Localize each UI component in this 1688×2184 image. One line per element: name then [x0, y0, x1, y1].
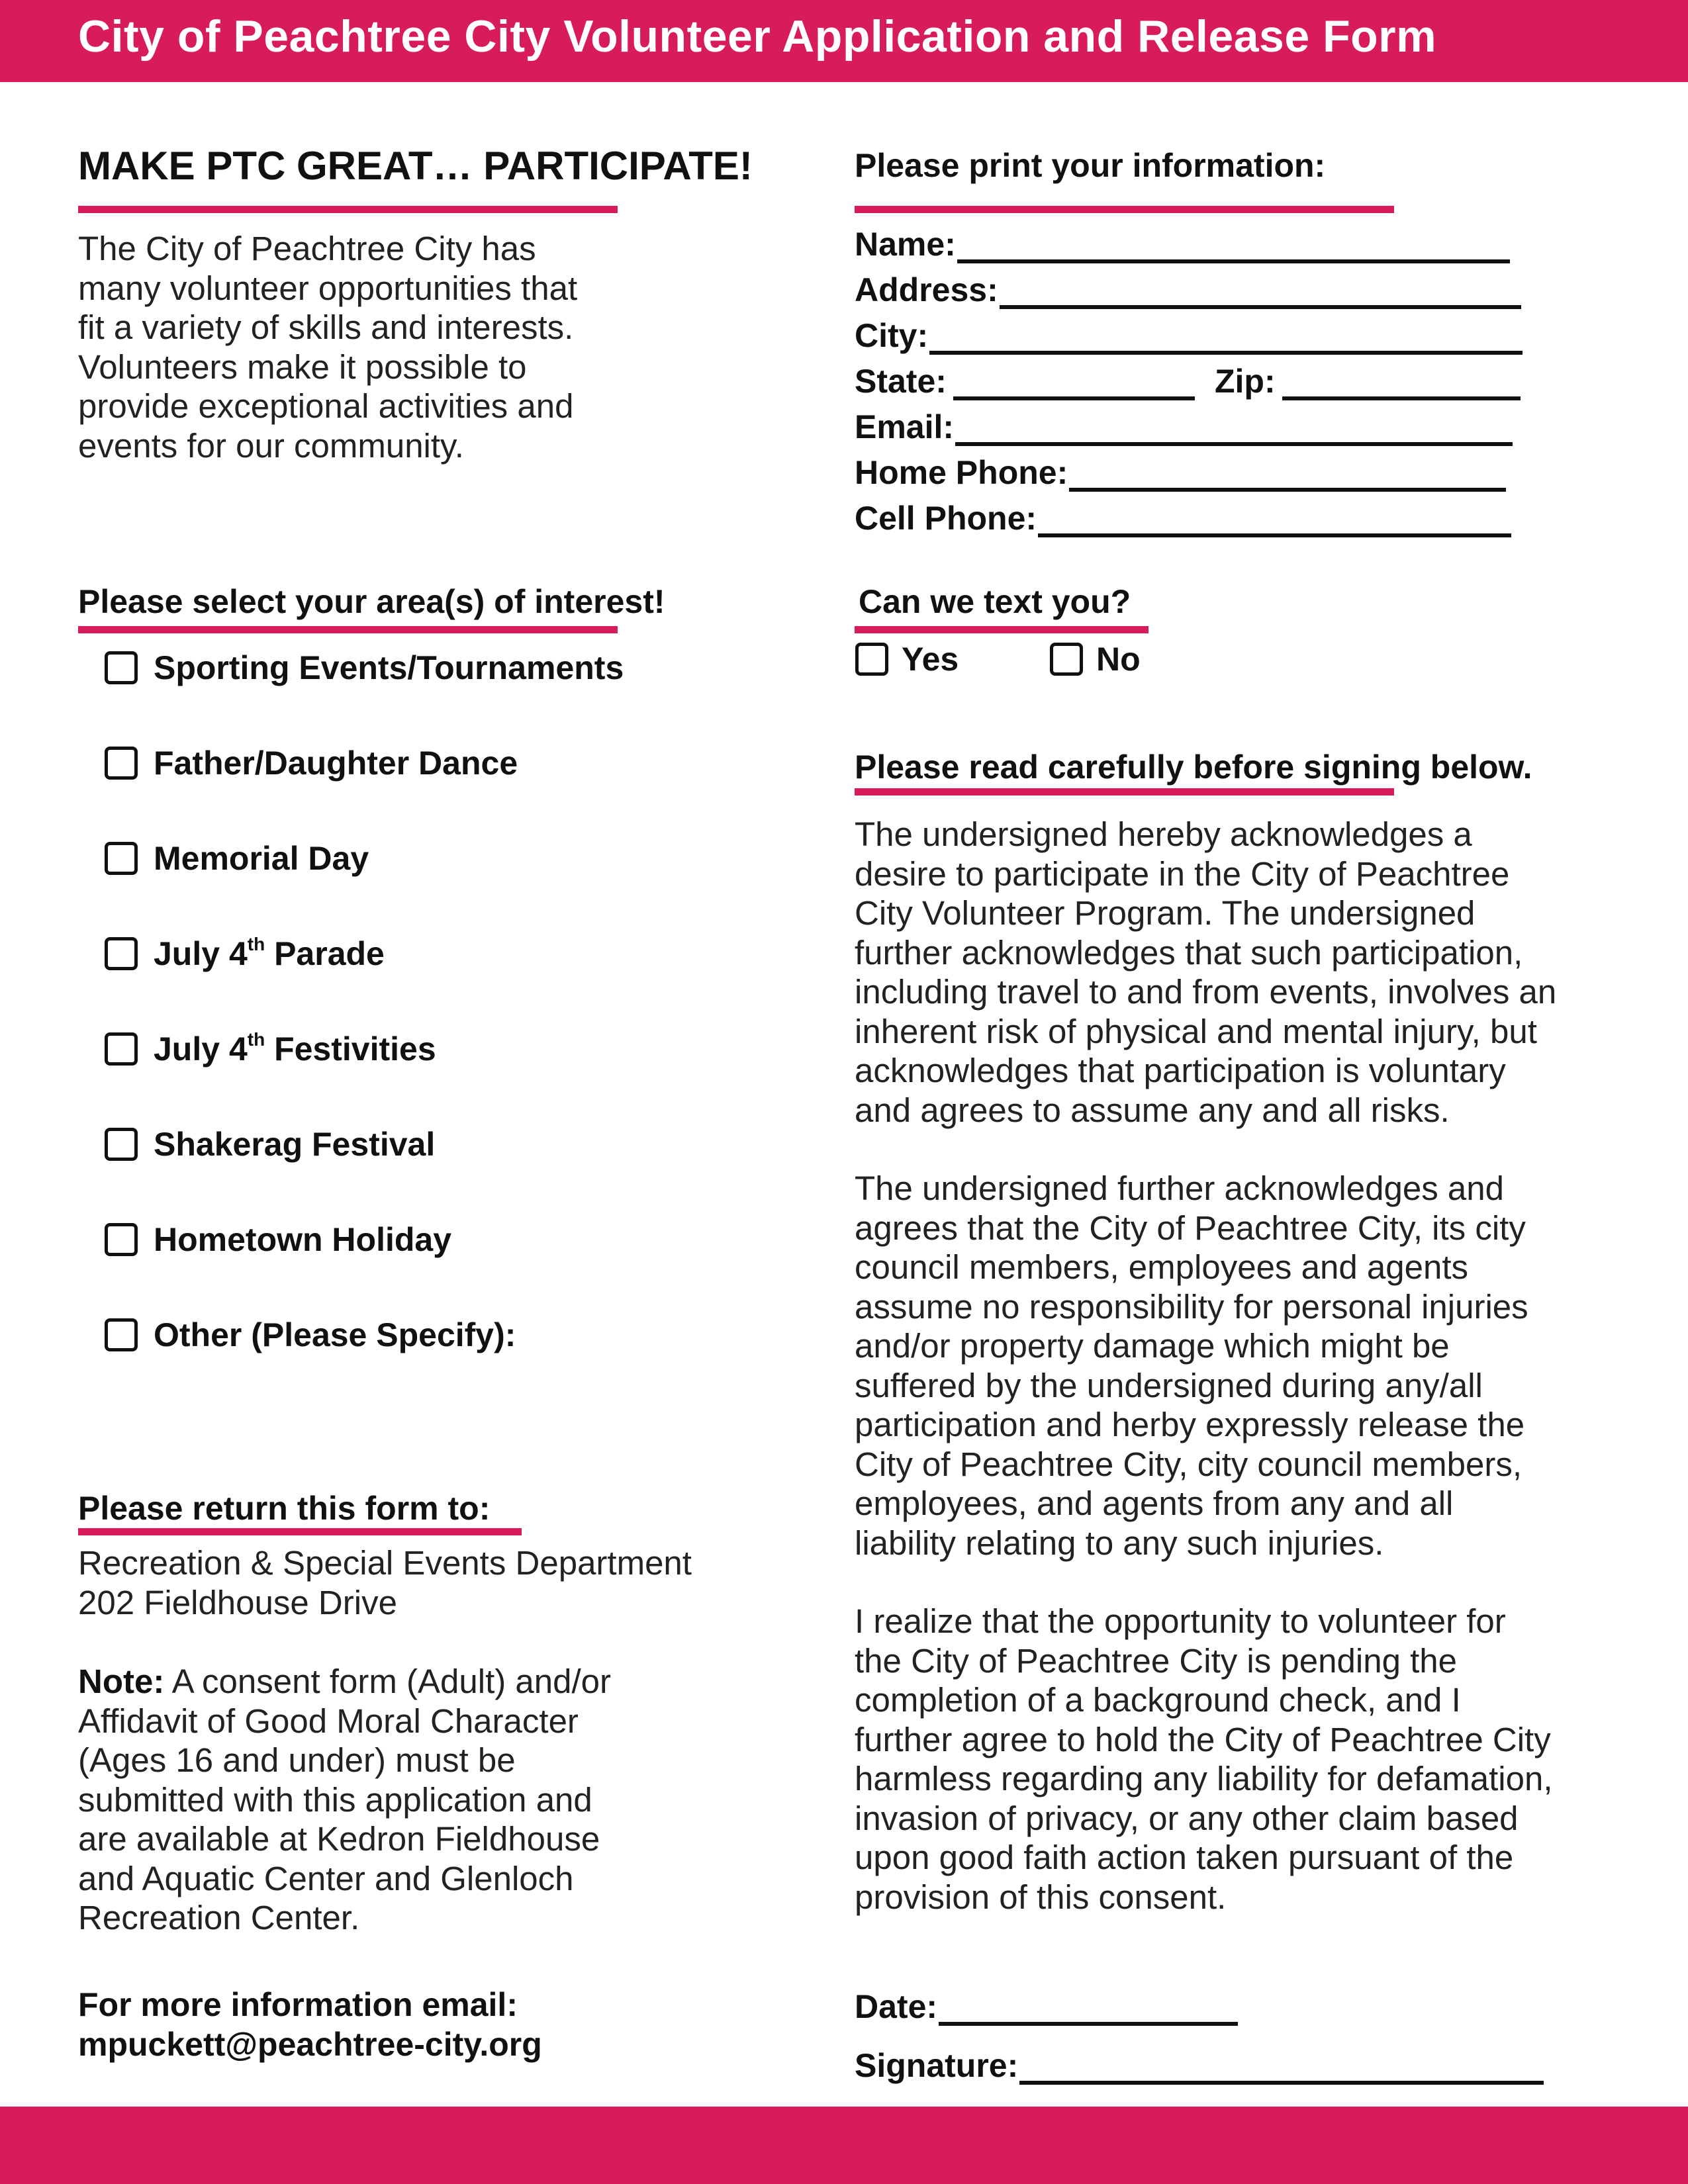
state-input-line[interactable] — [953, 367, 1195, 400]
release-paragraph-1: The undersigned hereby acknowledges a desire to participate in the City of Peachtree City Volunteer Program. The undersigned further acknowledges that such participation, including travel to and from events, involves an inherent risk of physical and mental injury, but acknowledges that participation is voluntary and agrees to assume any and all risks. — [855, 815, 1557, 1129]
state-field[interactable]: State: — [855, 359, 1195, 400]
header-band — [0, 0, 1688, 82]
interest-label: July 4th Parade — [154, 934, 385, 972]
checkbox[interactable] — [105, 1128, 138, 1161]
note-paragraph: Note: A consent form (Adult) and/or Affidavit of Good Moral Character (Ages 16 and under) must be submitted with this application and are available at Kedron Fieldhouse and Aquatic Center and Glenloch Recreation Center. — [78, 1662, 612, 1936]
intro-heading: MAKE PTC GREAT… PARTICIPATE! — [78, 144, 753, 188]
cell-phone-input-line[interactable] — [1038, 504, 1511, 537]
interest-label: Sporting Events/Tournaments — [154, 649, 624, 686]
release-heading-rule — [855, 788, 1394, 796]
interest-option[interactable] — [105, 743, 518, 783]
date-field[interactable]: Date: — [855, 1985, 1238, 2026]
interest-option[interactable] — [105, 1220, 451, 1259]
texting-heading: Can we text you? — [859, 583, 1131, 620]
contact-email[interactable]: mpuckett@peachtree-city.org — [78, 2026, 542, 2063]
interest-option[interactable] — [105, 839, 369, 878]
signature-input-line[interactable] — [1019, 2052, 1544, 2085]
city-field[interactable]: City: — [855, 314, 1523, 355]
checkbox[interactable] — [855, 643, 888, 676]
interest-option[interactable] — [105, 1124, 435, 1164]
name-input-line[interactable] — [957, 230, 1510, 263]
release-paragraph-2: The undersigned further acknowledges and agrees that the City of Peachtree City, its city council members, employees and agents assume no responsibility for personal injuries and/or property damage which might be suffered by the undersigned during any/all participation and herby expressly release the City of Peachtree City, city council members, employees, and agents from any and all liability relating to any such injuries. — [855, 1169, 1528, 1562]
text-no-option[interactable] — [1050, 639, 1141, 679]
home-phone-field[interactable]: Home Phone: — [855, 451, 1506, 492]
interest-option[interactable] — [105, 1029, 436, 1069]
interest-label: Hometown Holiday — [154, 1221, 452, 1258]
signature-field[interactable]: Signature: — [855, 2044, 1544, 2085]
interest-label: Shakerag Festival — [154, 1126, 436, 1163]
checkbox[interactable] — [105, 1318, 138, 1351]
intro-paragraph: The City of Peachtree City has many volunteer opportunities that fit a variety of skills and interests. Volunteers make it possible to provide exceptional activities and events for our community. — [78, 230, 578, 465]
note-label: Note: — [78, 1662, 165, 1700]
checkbox[interactable] — [105, 747, 138, 780]
interest-label: Memorial Day — [154, 840, 369, 877]
release-paragraph-3: I realize that the opportunity to volunteer for the City of Peachtree City is pending the completion of a background check, and I further agree to hold the City of Peachtree City harmless regarding any liability for defamation, invasion of privacy, or any other claim based upon good faith action taken pursuant of the provision of this consent. — [855, 1602, 1553, 1916]
release-heading: Please read carefully before signing below. — [855, 749, 1532, 786]
interest-label: Father/Daughter Dance — [154, 745, 518, 782]
cell-phone-field[interactable]: Cell Phone: — [855, 496, 1511, 537]
footer-band — [0, 2107, 1688, 2184]
zip-field[interactable]: Zip: — [1215, 359, 1521, 400]
date-input-line[interactable] — [939, 1993, 1238, 2026]
return-heading: Please return this form to: — [78, 1490, 491, 1527]
intro-heading-rule — [78, 206, 618, 213]
interests-heading: Please select your area(s) of interest! — [78, 583, 665, 620]
address-input-line[interactable] — [1000, 276, 1521, 309]
interest-option[interactable] — [105, 934, 385, 974]
zip-input-line[interactable] — [1282, 367, 1521, 400]
checkbox[interactable] — [1050, 643, 1083, 676]
interests-heading-rule — [78, 626, 618, 633]
form-heading: Please print your information: — [855, 147, 1326, 184]
checkbox[interactable] — [105, 1223, 138, 1256]
more-info-label: For more information email: — [78, 1986, 518, 2023]
return-heading-rule — [78, 1528, 522, 1535]
yes-label: Yes — [902, 641, 959, 678]
more-info — [78, 1985, 542, 2064]
no-label: No — [1096, 641, 1141, 678]
interest-label: July 4th Festivities — [154, 1029, 436, 1068]
interest-label: Other (Please Specify): — [154, 1316, 516, 1353]
checkbox[interactable] — [105, 937, 138, 970]
city-input-line[interactable] — [929, 322, 1523, 355]
texting-heading-rule — [855, 626, 1149, 633]
checkbox[interactable] — [105, 651, 138, 684]
checkbox[interactable] — [105, 1032, 138, 1066]
email-input-line[interactable] — [955, 413, 1513, 446]
name-field[interactable]: Name: — [855, 222, 1510, 263]
address-field[interactable]: Address: — [855, 268, 1521, 309]
form-heading-rule — [855, 206, 1394, 213]
home-phone-input-line[interactable] — [1069, 459, 1506, 492]
interest-option[interactable] — [105, 648, 624, 688]
checkbox[interactable] — [105, 842, 138, 875]
return-address: Recreation & Special Events Department 202 Fieldhouse Drive — [78, 1544, 692, 1621]
interest-option[interactable] — [105, 1315, 516, 1355]
email-field[interactable]: Email: — [855, 405, 1513, 446]
text-yes-option[interactable] — [855, 639, 959, 679]
form-title: City of Peachtree City Volunteer Application and Release Form — [78, 11, 1437, 62]
